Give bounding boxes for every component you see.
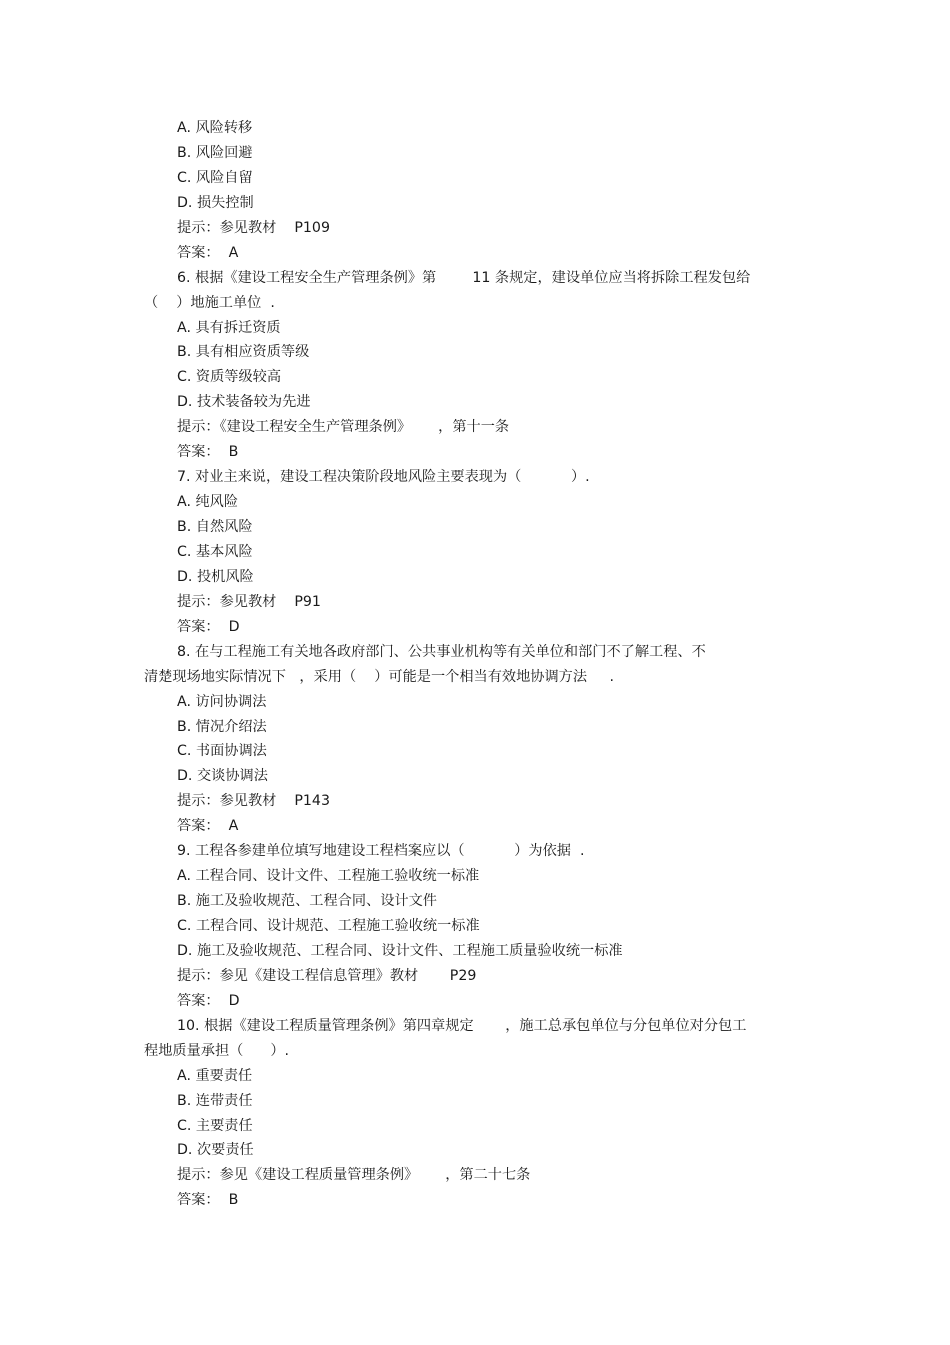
question-line: 6. 根据《建设工程安全生产管理条例》第 11 条规定，建设单位应当将拆除工程发包给 — [177, 269, 751, 286]
hint-line: 提示：参见教材 P143 — [177, 793, 330, 810]
answer-line: 答案： D — [177, 992, 240, 1009]
hint-line: 提示：参见《建设工程信息管理》教材 P29 — [177, 967, 477, 984]
option-line: D. 技术装备较为先进 — [177, 394, 311, 411]
hint-line: 提示：参见教材 P91 — [177, 593, 321, 610]
option-line: C. 资质等级较高 — [177, 369, 282, 386]
option-line: B. 情况介绍法 — [177, 718, 267, 735]
option-line: D. 施工及验收规范、工程合同、设计文件、工程施工质量验收统一标准 — [177, 942, 623, 959]
option-line: B. 具有相应资质等级 — [177, 344, 310, 361]
answer-line: 答案： D — [177, 618, 240, 635]
option-line: C. 主要责任 — [177, 1117, 253, 1134]
question-cont-line: 程地质量承担（ ）. — [144, 1042, 290, 1059]
option-line: D. 损失控制 — [177, 194, 254, 211]
hint-line: 提示：参见教材 P109 — [177, 219, 330, 236]
document-page — [0, 116, 950, 1213]
option-line: B. 施工及验收规范、工程合同、设计文件 — [177, 893, 437, 910]
option-line: B. 风险回避 — [177, 144, 253, 161]
hint-line: 提示：《建设工程安全生产管理条例》 ，第十一条 — [177, 419, 510, 436]
option-line: A. 纯风险 — [177, 494, 239, 511]
question-line: 8. 在与工程施工有关地各政府部门、公共事业机构等有关单位和部门不了解工程、不 — [177, 643, 706, 660]
option-line: B. 连带责任 — [177, 1092, 253, 1109]
option-line: A. 风险转移 — [177, 120, 253, 136]
answer-line: 答案： B — [177, 444, 239, 461]
option-line: C. 工程合同、设计规范、工程施工验收统一标准 — [177, 918, 480, 934]
hint-line: 提示：参见《建设工程质量管理条例》 ，第二十七条 — [177, 1167, 531, 1184]
option-line: C. 基本风险 — [177, 543, 253, 560]
question-cont-line: 清楚现场地实际情况下 ，采用（ ）可能是一个相当有效地协调方法 . — [144, 668, 615, 685]
option-line: D. 交谈协调法 — [177, 768, 268, 785]
question-cont-line: （ ）地施工单位 . — [144, 294, 275, 311]
option-line: A. 重要责任 — [177, 1067, 253, 1084]
option-line: A. 具有拆迁资质 — [177, 319, 281, 336]
answer-line: 答案： A — [177, 244, 239, 261]
option-line: C. 风险自留 — [177, 169, 253, 186]
question-line: 10. 根据《建设工程质量管理条例》第四章规定 ，施工总承包单位与分包单位对分包工 — [177, 1017, 747, 1034]
option-line: A. 访问协调法 — [177, 693, 267, 710]
answer-line: 答案： B — [177, 1192, 239, 1209]
answer-line: 答案： A — [177, 818, 239, 835]
option-line: D. 次要责任 — [177, 1142, 254, 1159]
question-line: 9. 工程各参建单位填写地建设工程档案应以（ ）为依据 . — [177, 843, 585, 860]
option-line: A. 工程合同、设计文件、工程施工验收统一标准 — [177, 868, 480, 885]
option-line: D. 投机风险 — [177, 568, 254, 585]
question-line: 7. 对业主来说，建设工程决策阶段地风险主要表现为（ ）. — [177, 469, 590, 486]
option-line: B. 自然风险 — [177, 519, 253, 535]
option-line: C. 书面协调法 — [177, 743, 267, 760]
